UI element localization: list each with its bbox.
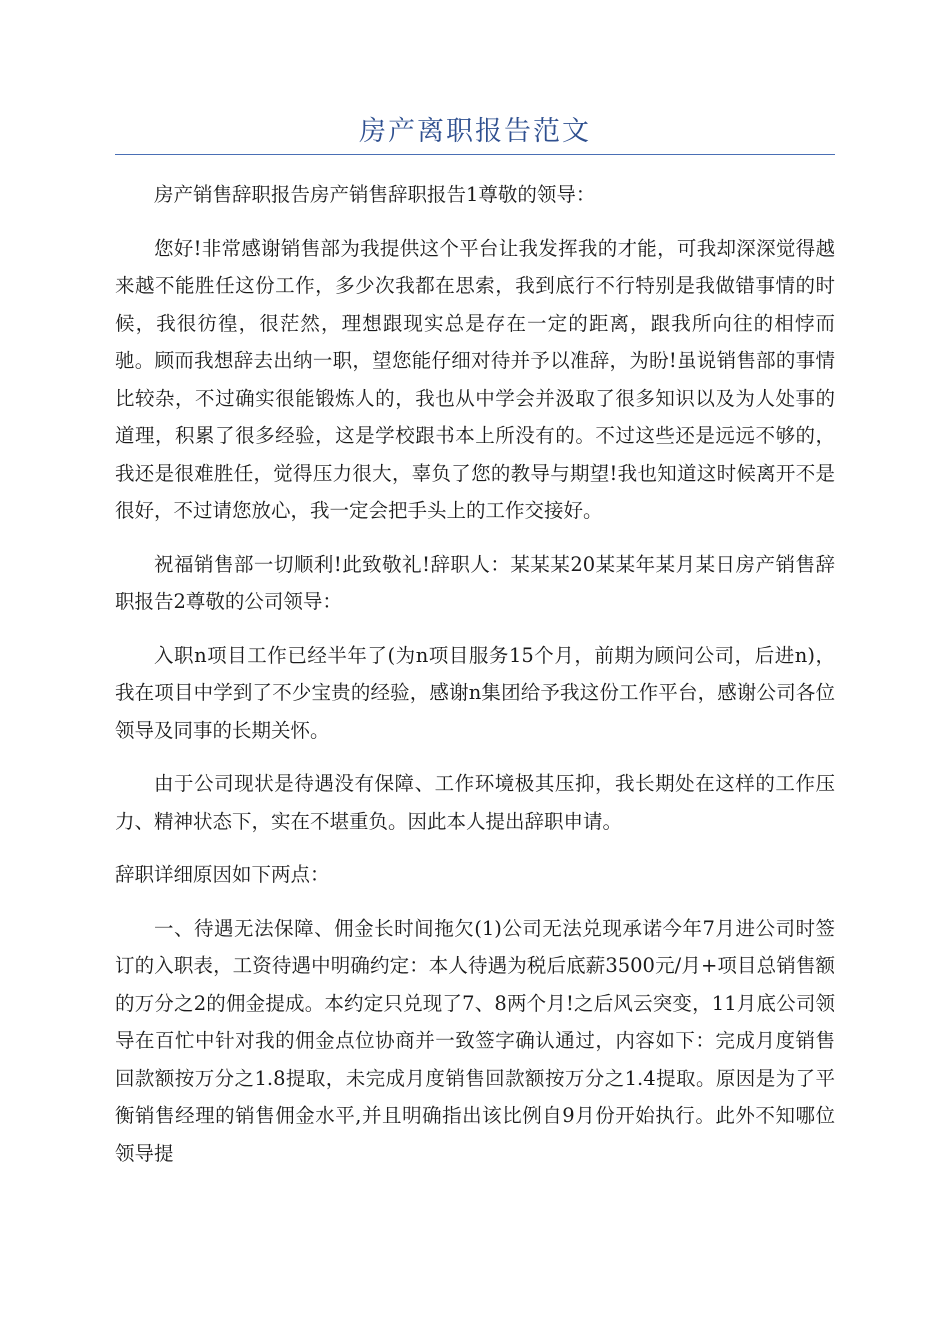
paragraph-3: 祝福销售部一切顺利!此致敬礼!辞职人：某某某20某某年某月某日房产销售辞职报告2尊敬的公司领导：	[115, 552, 835, 613]
paragraph-gap	[115, 214, 835, 230]
paragraph-gap	[115, 749, 835, 765]
title-underline	[115, 154, 835, 155]
paragraph-7: 一、待遇无法保障、佣金长时间拖欠(1)公司无法兑现承诺今年7月进公司时签订的入职表，工资待遇中明确约定：本人待遇为税后底薪3500元/月+项目总销售额的万分之2的佣金提成。本约定只兑现了7、8两个月!之后风云突变，11月底公司领导在百忙中针对我的佣金点位协商并一致签字确认通过，内容如下：完成月度销售回款额按万分之1.8提取，未完成月度销售回款额按万分之1.4提取。原因是为了平衡销售经理的销售佣金水平,并且明确指出该比例自9月份开始执行。此外不知哪位领导提	[115, 916, 835, 1165]
paragraph-1: 房产销售辞职报告房产销售辞职报告1尊敬的领导：	[154, 183, 596, 206]
paragraph-gap	[115, 840, 835, 856]
paragraph-4: 入职n项目工作已经半年了(为n项目服务15个月，前期为顾问公司，后进n)，我在项目中学到了不少宝贵的经验，感谢n集团给予我这份工作平台，感谢公司各位领导及同事的长期关怀。	[115, 643, 835, 742]
document-body	[115, 176, 835, 1172]
paragraph-gap	[115, 621, 835, 637]
page-title: 房产离职报告范文	[359, 116, 591, 147]
paragraph-gap	[115, 530, 835, 546]
paragraph-6: 辞职详细原因如下两点：	[115, 863, 330, 886]
paragraph-gap	[115, 894, 835, 910]
paragraph-2: 您好!非常感谢销售部为我提供这个平台让我发挥我的才能，可我却深深觉得越来越不能胜任这份工作，多少次我都在思索，我到底行不行特别是我做错事情的时候，我很彷徨，很茫然，理想跟现实总是存在一定的距离，跟我所向往的相悖而驰。顾而我想辞去出纳一职，望您能仔细对待并予以准辞，为盼!虽说销售部的事情比较杂，不过确实很能锻炼人的，我也从中学会并汲取了很多知识以及为人处事的道理，积累了很多经验，这是学校跟书本上所没有的。不过这些还是远远不够的，我还是很难胜任，觉得压力很大，辜负了您的教导与期望!我也知道这时候离开不是很好，不过请您放心，我一定会把手头上的工作交接好。	[115, 236, 835, 522]
paragraph-5: 由于公司现状是待遇没有保障、工作环境极其压抑，我长期处在这样的工作压力、精神状态下，实在不堪重负。因此本人提出辞职申请。	[115, 772, 835, 833]
